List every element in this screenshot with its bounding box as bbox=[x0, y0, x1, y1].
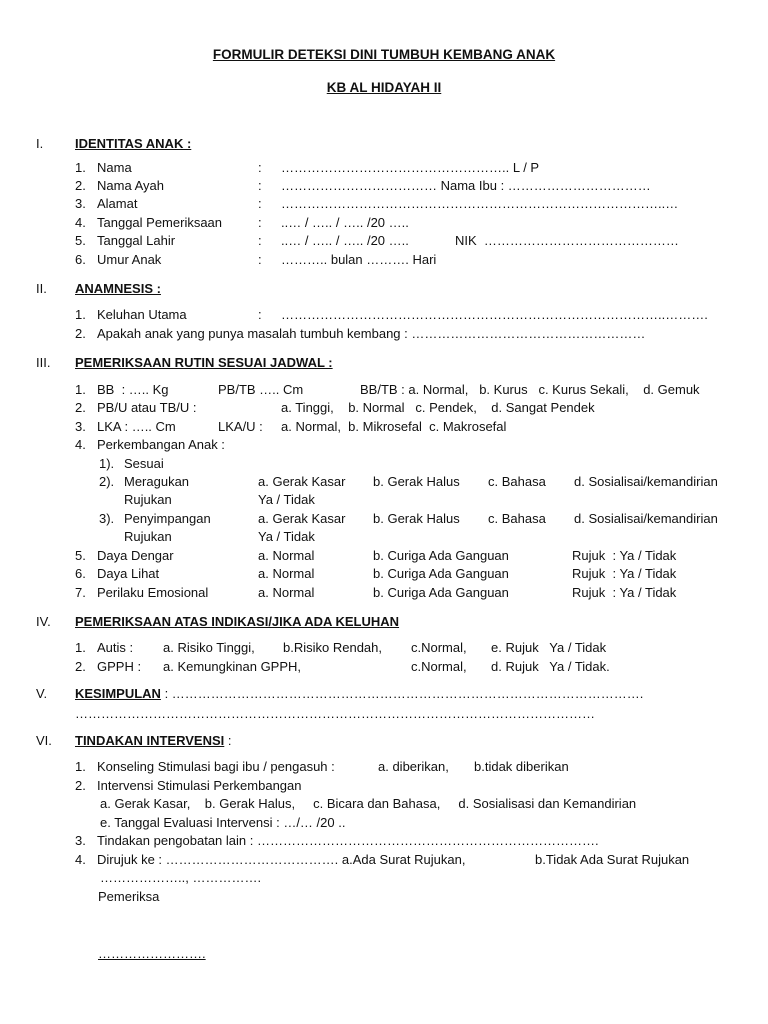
referral-label: Rujukan bbox=[124, 492, 172, 507]
option-high-risk: a. Risiko Tinggi, bbox=[163, 640, 255, 655]
option-social: d. Sosialisai/kemandirian bbox=[574, 511, 718, 526]
referral-yes-no: d. Rujuk Ya / Tidak. bbox=[491, 659, 610, 674]
section-4-number: IV. bbox=[36, 614, 51, 629]
option-language: c. Bahasa bbox=[488, 511, 546, 526]
identity-row-label: Tanggal Pemeriksaan bbox=[97, 215, 223, 230]
option-no-referral-letter: b.Tidak Ada Surat Rujukan bbox=[535, 852, 690, 867]
section-5-heading: KESIMPULAN bbox=[75, 686, 161, 701]
section-1-number: I. bbox=[36, 136, 44, 151]
option-low-risk: b.Risiko Rendah, bbox=[283, 640, 382, 655]
referral-label: Rujukan bbox=[124, 529, 172, 544]
anamnesis-row-colon: : bbox=[258, 307, 262, 322]
gpph-label: GPPH : bbox=[97, 659, 142, 674]
option-gross-motor: a. Gerak Kasar bbox=[258, 511, 346, 526]
sub-item-label: Sesuai bbox=[124, 456, 164, 471]
intervention-heading-line bbox=[75, 733, 232, 749]
screening-label: Perilaku Emosional bbox=[97, 585, 209, 600]
identity-row-label: Nama bbox=[97, 160, 132, 175]
exam-row-number: 4. bbox=[75, 437, 86, 452]
bb-field: BB : ….. Kg bbox=[97, 382, 169, 397]
option-not-given: b.tidak diberikan bbox=[474, 759, 569, 774]
pbtb-field: PB/TB ….. Cm bbox=[218, 382, 304, 397]
nik-field: NIK ……………………………………… bbox=[455, 233, 679, 248]
option-suspect: b. Curiga Ada Ganguan bbox=[373, 585, 509, 600]
section-4-heading: PEMERIKSAAN ATAS INDIKASI/JIKA ADA KELUHAN bbox=[75, 614, 400, 629]
exam-row-number: 1. bbox=[75, 382, 86, 397]
identity-row-colon: : bbox=[258, 215, 262, 230]
exam-row-number: 5. bbox=[75, 548, 86, 563]
examiner-signature-line: ……………………. bbox=[98, 946, 206, 961]
screening-label: Daya Dengar bbox=[97, 548, 174, 563]
option-normal: c.Normal, bbox=[411, 640, 467, 655]
referral-yes-no: Ya / Tidak bbox=[258, 492, 315, 507]
conclusion-dots: : ………………………………………………………………………………………………. bbox=[160, 686, 644, 701]
identity-row-value: ……………………………………………………………………………..… bbox=[281, 196, 679, 211]
option-normal: c.Normal, bbox=[411, 659, 467, 674]
pbu-options: a. Tinggi, b. Normal c. Pendek, d. Sangat Pendek bbox=[281, 400, 595, 415]
option-gross-motor: a. Gerak Kasar bbox=[258, 474, 346, 489]
anamnesis-row-value: ……………………………………………………………………………..………. bbox=[281, 307, 708, 322]
autism-label: Autis : bbox=[97, 640, 134, 655]
identity-row-colon: : bbox=[258, 252, 262, 267]
referral-yes-no: Rujuk : Ya / Tidak bbox=[572, 566, 677, 581]
identity-row-number: 6. bbox=[75, 252, 86, 267]
screening-label: Daya Lihat bbox=[97, 566, 160, 581]
section-1-heading: IDENTITAS ANAK : bbox=[75, 136, 192, 151]
examiner-label: Pemeriksa bbox=[98, 889, 160, 904]
section-3-number: III. bbox=[36, 355, 51, 370]
identity-row-number: 3. bbox=[75, 196, 86, 211]
bbtb-options: BB/TB : a. Normal, b. Kurus c. Kurus Sekali, d. Gemuk bbox=[360, 382, 700, 397]
option-normal: a. Normal bbox=[258, 585, 315, 600]
section-2-heading: ANAMNESIS : bbox=[75, 281, 161, 296]
sub-item-label: Meragukan bbox=[124, 474, 190, 489]
section-5-number: V. bbox=[36, 686, 48, 701]
pbu-label: PB/U atau TB/U : bbox=[97, 400, 197, 415]
identity-row-value: ..… / ….. / ….. /20 ….. bbox=[281, 233, 409, 248]
lka-field: LKA : ….. Cm bbox=[97, 419, 176, 434]
other-treatment: Tindakan pengobatan lain : ……………………………………………………………………. bbox=[97, 833, 599, 848]
identity-row-value: ..… / ….. / ….. /20 ….. bbox=[281, 215, 409, 230]
option-normal: a. Normal bbox=[258, 548, 315, 563]
counseling-label: Konseling Stimulasi bagi ibu / pengasuh : bbox=[97, 759, 335, 774]
form-subtitle: KB AL HIDAYAH II bbox=[326, 80, 442, 95]
referral-yes-no: Rujuk : Ya / Tidak bbox=[572, 585, 677, 600]
sub-item-number: 1). bbox=[99, 456, 115, 471]
section-6-colon: : bbox=[224, 733, 232, 748]
identity-row-number: 4. bbox=[75, 215, 86, 230]
exam-row-number: 3. bbox=[75, 419, 86, 434]
exam-row-number: 7. bbox=[75, 585, 86, 600]
identity-row-number: 1. bbox=[75, 160, 86, 175]
referral-yes-no: Rujuk : Ya / Tidak bbox=[572, 548, 677, 563]
identity-row-colon: : bbox=[258, 233, 262, 248]
identity-row-label: Umur Anak bbox=[97, 252, 162, 267]
option-normal: a. Normal bbox=[258, 566, 315, 581]
referral-yes-no: Ya / Tidak bbox=[258, 529, 315, 544]
option-suspect: b. Curiga Ada Ganguan bbox=[373, 566, 509, 581]
option-possible-gpph: a. Kemungkinan GPPH, bbox=[163, 659, 302, 674]
identity-row-label: Nama Ayah bbox=[97, 178, 164, 193]
sub-item-number: 2). bbox=[99, 474, 115, 489]
identity-row-value: …………………………………………….. L / P bbox=[281, 160, 540, 175]
option-social: d. Sosialisai/kemandirian bbox=[574, 474, 718, 489]
evaluation-date: e. Tanggal Evaluasi Intervensi : …/… /20 .. bbox=[100, 815, 346, 830]
referral-destination: Dirujuk ke : …………………………………. a.Ada Surat Rujukan, bbox=[97, 852, 466, 867]
identity-row-label: Alamat bbox=[97, 196, 138, 211]
exam-row-number: 2. bbox=[75, 400, 86, 415]
section-6-heading: TINDAKAN INTERVENSI bbox=[75, 733, 225, 748]
identity-row-number: 5. bbox=[75, 233, 86, 248]
identity-row-value: ……………………………… Nama Ibu : …………………………… bbox=[281, 178, 651, 193]
conclusion-line-2: ………………………………………………………………………………………………………… bbox=[75, 706, 595, 721]
section-6-number: VI. bbox=[36, 733, 52, 748]
intervention-row-number: 2. bbox=[75, 778, 86, 793]
lkau-options: a. Normal, b. Mikrosefal c. Makrosefal bbox=[281, 419, 507, 434]
identity-row-colon: : bbox=[258, 178, 262, 193]
conclusion-line bbox=[75, 686, 643, 702]
identity-row-number: 2. bbox=[75, 178, 86, 193]
sub-item-label: Penyimpangan bbox=[124, 511, 211, 526]
indication-row-number: 1. bbox=[75, 640, 86, 655]
option-given: a. diberikan, bbox=[378, 759, 449, 774]
anamnesis-row-number: 2. bbox=[75, 326, 86, 341]
development-label: Perkembangan Anak : bbox=[97, 437, 225, 452]
sub-item-number: 3). bbox=[99, 511, 115, 526]
intervention-row-number: 1. bbox=[75, 759, 86, 774]
option-fine-motor: b. Gerak Halus bbox=[373, 474, 460, 489]
indication-row-number: 2. bbox=[75, 659, 86, 674]
option-language: c. Bahasa bbox=[488, 474, 546, 489]
option-fine-motor: b. Gerak Halus bbox=[373, 511, 460, 526]
anamnesis-row-number: 1. bbox=[75, 307, 86, 322]
identity-row-colon: : bbox=[258, 196, 262, 211]
stimulation-options: a. Gerak Kasar, b. Gerak Halus, c. Bicara dan Bahasa, d. Sosialisasi dan Kemandirian bbox=[100, 796, 637, 811]
intervention-row-number: 3. bbox=[75, 833, 86, 848]
stimulation-label: Intervensi Stimulasi Perkembangan bbox=[97, 778, 302, 793]
form-title: FORMULIR DETEKSI DINI TUMBUH KEMBANG ANAK bbox=[212, 47, 556, 62]
section-3-heading: PEMERIKSAAN RUTIN SESUAI JADWAL : bbox=[75, 355, 333, 370]
date-place-line: ……………….., ……………. bbox=[100, 870, 262, 885]
exam-row-number: 6. bbox=[75, 566, 86, 581]
anamnesis-row-text: Apakah anak yang punya masalah tumbuh kembang : ……………………………………………… bbox=[97, 326, 646, 341]
referral-yes-no: e. Rujuk Ya / Tidak bbox=[491, 640, 607, 655]
identity-row-value: ……….. bulan ………. Hari bbox=[281, 252, 437, 267]
anamnesis-row-label: Keluhan Utama bbox=[97, 307, 187, 322]
option-suspect: b. Curiga Ada Ganguan bbox=[373, 548, 509, 563]
identity-row-colon: : bbox=[258, 160, 262, 175]
section-2-number: II. bbox=[36, 281, 47, 296]
identity-row-label: Tanggal Lahir bbox=[97, 233, 176, 248]
intervention-row-number: 4. bbox=[75, 852, 86, 867]
lkau-label: LKA/U : bbox=[218, 419, 263, 434]
